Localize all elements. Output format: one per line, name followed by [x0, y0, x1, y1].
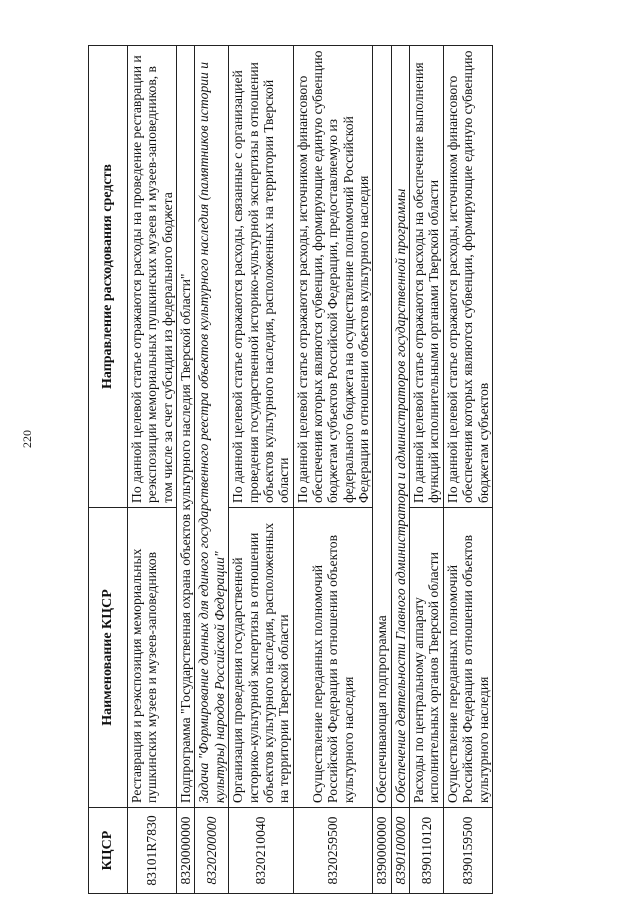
row-name: Осуществление переданных полномочий Российской Федерации в отношении объектов культурного наследия: [443, 508, 492, 808]
table-row: [177, 46, 195, 894]
row-code: 83101R7830: [128, 808, 177, 894]
table-header-row: [89, 46, 128, 894]
row-direction: По данной целевой статье отражаются расходы, источником финансового обеспечения которых являются субвенции, формирующие единую субвенцию бюджетам субъектов Российской Федерации, предоставляемую из федерального бюджета на осуществление полномочий Российской Федерации в отношении объектов культурного наследия: [293, 46, 373, 508]
header-name: Наименование КЦСР: [89, 508, 128, 808]
row-code: 8390110120: [410, 808, 444, 894]
row-name: Осуществление переданных полномочий Российской Федерации в отношении объектов культурного наследия: [293, 508, 373, 808]
row-code: 8320000000: [177, 808, 195, 894]
row-code: 8320200000: [195, 808, 229, 894]
table-row: [391, 46, 409, 894]
row-task: Задача "Формирование данных для единого государственного реестра объектов культурного наследия (памятников истории и культуры) народов Российской Федерации": [195, 46, 229, 808]
row-subprogram: Подпрограмма "Государственная охрана объектов культурного наследия Тверской области": [177, 46, 195, 808]
row-subprogram: Обеспечивающая подпрограмма: [373, 46, 391, 808]
page-number: 220: [20, 430, 34, 448]
row-code: 8390000000: [373, 808, 391, 894]
row-code: 8390100000: [391, 808, 409, 894]
header-direction: Направление расходования средств: [89, 46, 128, 508]
row-name: Реставрация и реэкспозиция мемориальных пушкинских музеев и музеев-заповедников: [128, 508, 177, 808]
table-row: [293, 46, 373, 894]
header-code: КЦСР: [89, 808, 128, 894]
table-row: [229, 46, 293, 894]
row-name: Организация проведения государственной историко-культурной экспертизы в отношении объектов культурного наследия, расположенных на территории Тверской области: [229, 508, 293, 808]
row-direction: По данной целевой статье отражаются расходы, связанные с организацией проведения государственной историко-культурной экспертизы в отношении объектов культурного наследия, расположенных на территории Тверской области: [229, 46, 293, 508]
row-direction: По данной целевой статье отражаются расходы на обеспечение выполнения функций исполнительными органами Тверской области: [410, 46, 444, 508]
table-row: [128, 46, 177, 894]
rotated-page: [88, 46, 580, 894]
table-row: [373, 46, 391, 894]
row-code: 8390159500: [443, 808, 492, 894]
row-name: Расходы по центральному аппарату исполнительных органов Тверской области: [410, 508, 444, 808]
table-row: [195, 46, 229, 894]
row-code: 8320210040: [229, 808, 293, 894]
row-code: 8320259500: [293, 808, 373, 894]
table-row: [410, 46, 444, 894]
row-direction: По данной целевой статье отражаются расходы на проведение реставрации и реэкспозиции мемориальных пушкинских музеев и музеев-заповедников, в том числе за счет субсидии из федерального бюджета: [128, 46, 177, 508]
row-direction: По данной целевой статье отражаются расходы, источником финансового обеспечения которых являются субвенции, формирующие единую субвенцию бюджетам субъектов: [443, 46, 492, 508]
budget-classification-table: [88, 45, 493, 894]
row-task: Обеспечение деятельности Главного администратора и администраторов государственной программы: [391, 46, 409, 808]
table-row: [443, 46, 492, 894]
